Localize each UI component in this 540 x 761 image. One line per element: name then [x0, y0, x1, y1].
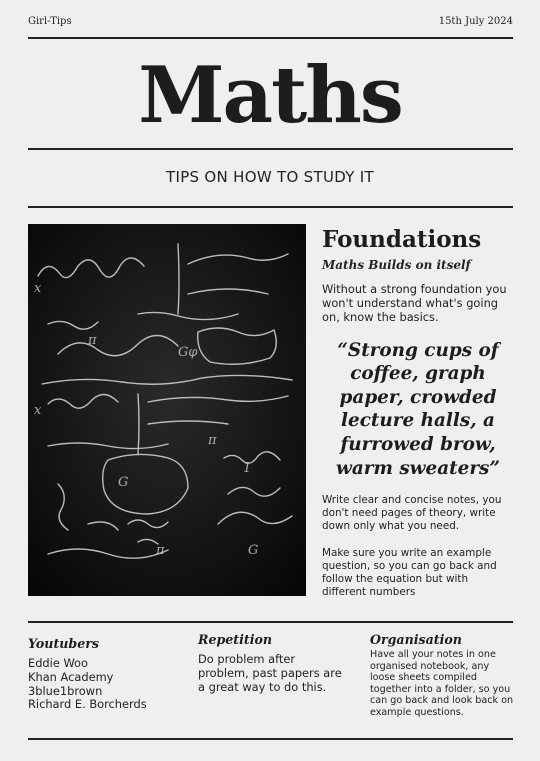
svg-text:G: G [248, 543, 259, 558]
repetition-title: Repetition [198, 632, 273, 647]
page-subtitle: TIPS ON HOW TO STUDY IT [166, 168, 374, 186]
divider-footer [28, 738, 513, 740]
youtuber-item: Khan Academy [28, 669, 114, 684]
divider-top [28, 37, 513, 39]
top-bar [28, 16, 513, 27]
page-title: Maths [138, 50, 402, 141]
youtubers-title: Youtubers [28, 636, 99, 651]
brand-label: Girl-Tips [28, 16, 72, 27]
youtuber-item: Eddie Woo [28, 656, 88, 670]
chalkboard-photo [28, 224, 306, 596]
svg-text:π: π [208, 433, 217, 448]
foundations-title: Foundations [322, 226, 482, 253]
youtubers-section [28, 636, 178, 712]
date-label: 15th July 2024 [438, 16, 513, 27]
divider-title [28, 148, 513, 150]
foundations-intro: Without a strong foundation you won't understand what's going on, know the basics. [322, 282, 507, 325]
pull-quote: “Strong cups of coffee, graph paper, crowded lecture halls, a furrowed brow, warm sweaters” [336, 339, 500, 479]
foundations-section [322, 226, 514, 599]
tip-example-question: Make sure you write an example question, so you can go back and follow the equation but with different numbers [322, 547, 497, 599]
svg-text:π: π [156, 543, 165, 558]
organisation-title: Organisation [370, 632, 462, 647]
youtuber-item: Richard E. Borcherds [28, 697, 147, 712]
tip-notes: Write clear and concise notes, you don't need pages of theory, write down only what you need. [322, 494, 502, 533]
svg-text:x: x [34, 281, 42, 296]
foundations-subtitle: Maths Builds on itself [322, 258, 471, 272]
youtuber-item: 3blue1brown [28, 683, 103, 698]
svg-text:x: x [34, 403, 42, 418]
svg-text:Gφ: Gφ [178, 345, 198, 360]
svg-text:π: π [88, 333, 97, 348]
organisation-text: Have all your notes in one organised notebook, any loose sheets compiled together into a folder, so you can go back and look back on example questions. [370, 649, 514, 718]
divider-bottom-section [28, 621, 513, 623]
chalkboard-equations-icon [28, 224, 306, 596]
divider-subtitle [28, 206, 513, 208]
svg-text:1: 1 [243, 461, 252, 476]
organisation-section [370, 632, 516, 719]
svg-text:G: G [118, 475, 129, 490]
repetition-text: Do problem after problem, past papers are a great way to do this. [198, 652, 342, 694]
repetition-section [198, 632, 348, 694]
